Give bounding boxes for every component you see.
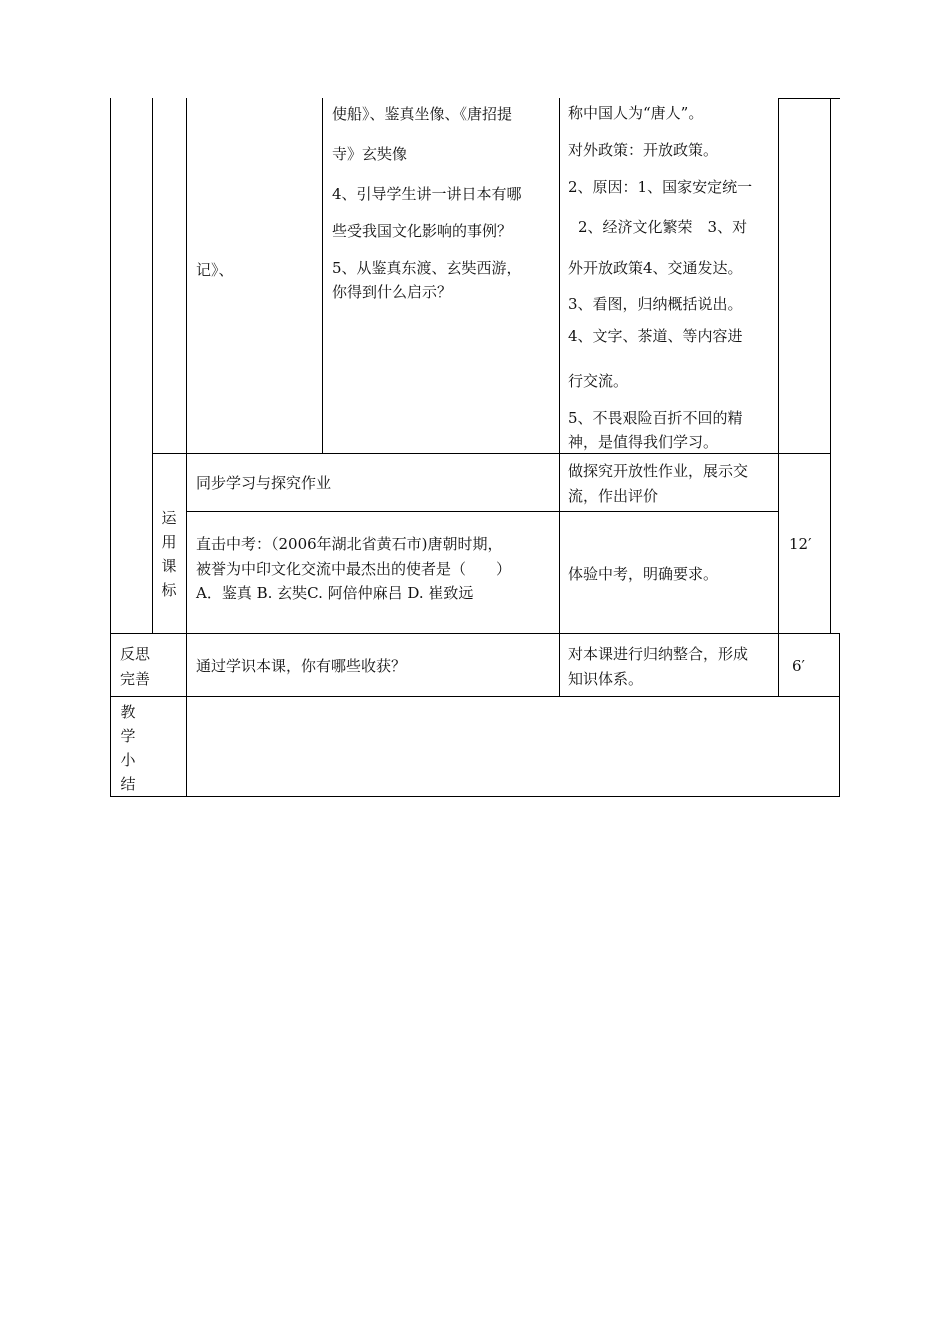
- line-apply-mid: [186, 511, 779, 512]
- col-d-line-5: 外开放政策4、交通发达。: [568, 259, 743, 277]
- reflect-student-1: 对本课进行归纳整合，形成: [568, 645, 749, 663]
- col-d-line-3: 2、原因：1、国家安定统一: [568, 178, 753, 196]
- summary-label: 教学小结: [120, 703, 136, 793]
- col-c-line-2: 寺》玄奘像: [332, 145, 408, 163]
- line-right-outer: [839, 633, 840, 797]
- line-col-d: [559, 98, 560, 697]
- line-col-f: [830, 98, 831, 634]
- reflect-student-2: 知识体系。: [568, 670, 644, 688]
- apply-row1-activity: 同步学习与探究作业: [196, 474, 332, 492]
- line-col-c: [322, 98, 323, 454]
- col-d-line-2: 对外政策：开放政策。: [568, 141, 719, 159]
- apply-time: 12′: [789, 535, 812, 553]
- apply-row2-activity-2: 被誉为中印文化交流中最杰出的使者是（ ）: [196, 560, 512, 578]
- col-b-text: 记》、: [196, 261, 234, 279]
- line-col-a: [152, 98, 153, 634]
- apply-row2-activity-3: A．鉴真 B. 玄奘C. 阿倍仲麻吕 D. 崔致远: [196, 584, 474, 602]
- apply-row2-student: 体验中考，明确要求。: [568, 565, 719, 583]
- apply-row1-student-2: 流，作出评价: [568, 487, 659, 505]
- col-d-line-9: 5、不畏艰险百折不回的精: [568, 409, 743, 427]
- col-d-line-4: 2、经济文化繁荣 3、对: [578, 218, 748, 236]
- col-c-line-3: 4、引导学生讲一讲日本有哪: [332, 185, 522, 203]
- line-col-b: [186, 98, 187, 797]
- col-d-line-8: 行交流。: [568, 372, 629, 390]
- reflect-time: 6′: [792, 657, 805, 675]
- reflect-activity: 通过学识本课，你有哪些收获？: [196, 657, 407, 675]
- line-left-outer: [110, 98, 111, 797]
- apply-row2-activity-1: 直击中考：（2006年湖北省黄石市)唐朝时期，: [196, 535, 503, 553]
- col-c-line-6: 你得到什么启示？: [332, 283, 453, 301]
- col-d-line-10: 神，是值得我们学习。: [568, 433, 719, 451]
- line-col-e: [778, 98, 779, 697]
- col-c-line-5: 5、从鉴真东渡、玄奘西游，: [332, 259, 522, 277]
- line-row-top-end: [152, 453, 831, 454]
- apply-row1-student-1: 做探究开放性作业，展示交: [568, 462, 749, 480]
- reflect-label-1: 反思: [120, 645, 151, 663]
- apply-section-label: 运用课标: [161, 509, 177, 599]
- reflect-label-2: 完善: [120, 670, 151, 688]
- col-d-line-6: 3、看图，归纳概括说出。: [568, 295, 743, 313]
- col-d-line-1: 称中国人为“唐人”。: [568, 104, 704, 122]
- line-apply-end: [110, 633, 840, 634]
- col-c-line-4: 些受我国文化影响的事例？: [332, 222, 513, 240]
- line-table-bottom: [110, 796, 840, 797]
- line-reflect-end: [110, 696, 840, 697]
- col-c-line-1: 使船》、鉴真坐像、《唐招提: [332, 105, 513, 123]
- col-d-line-7: 4、文字、茶道、等内容进: [568, 327, 743, 345]
